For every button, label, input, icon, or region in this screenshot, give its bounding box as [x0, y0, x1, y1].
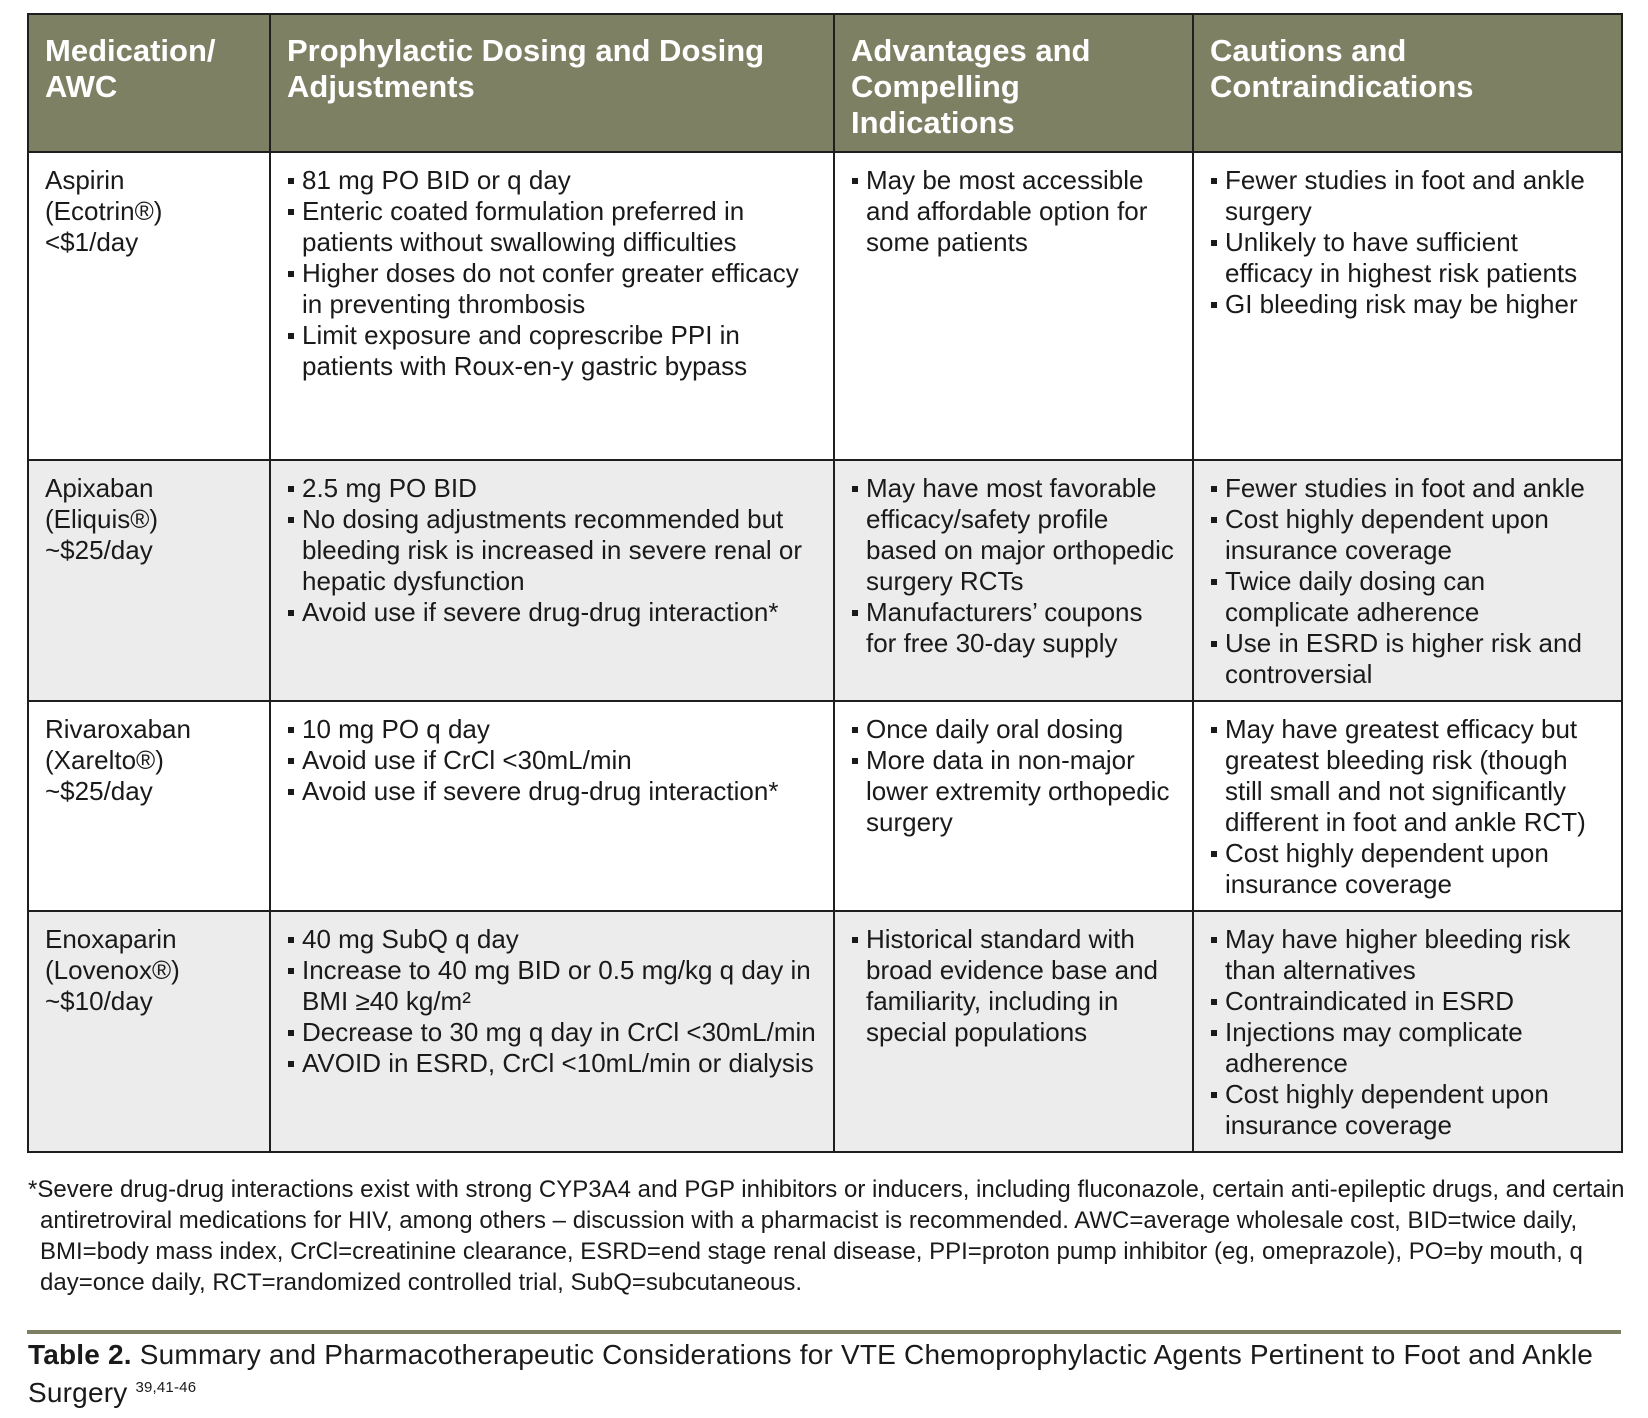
cautions-list: [1210, 714, 1605, 900]
list-item: Avoid use if severe drug-drug interaction*: [287, 776, 817, 807]
list-item: Limit exposure and coprescribe PPI in patients with Roux-en-y gastric bypass: [287, 320, 817, 382]
cautions-cell: [1193, 152, 1622, 460]
list-item: 10 mg PO q day: [287, 714, 817, 745]
medication-brand: (Eliquis®): [45, 504, 159, 534]
list-item: Manufacturers’ coupons for free 30-day supply: [851, 597, 1176, 659]
table-row: [28, 152, 1622, 460]
list-item: GI bleeding risk may be higher: [1210, 289, 1605, 320]
list-item: More data in non-major lower extremity orthopedic surgery: [851, 745, 1176, 838]
medication-cell: [28, 460, 270, 701]
table-footnote: *Severe drug-drug interactions exist with strong CYP3A4 and PGP inhibitors or inducers, including fluconazole, certain anti-epileptic drugs, and certain antiretroviral medications for HIV, among others – discussion with a pharmacist is recommended. AWC=average wholesale cost, BID=twice daily, BMI=body mass index, CrCl=creatinine clearance, ESRD=end stage renal disease, PPI=proton pump inhibitor (eg, omeprazole), PO=by mouth, q day=once daily, RCT=randomized controlled trial, SubQ=subcutaneous.: [28, 1176, 1625, 1296]
list-item: Avoid use if CrCl <30mL/min: [287, 745, 817, 776]
list-item: 2.5 mg PO BID: [287, 473, 817, 504]
table-row: [28, 701, 1622, 911]
medication-name: Rivaroxaban: [45, 714, 191, 744]
list-item: Fewer studies in foot and ankle surgery: [1210, 165, 1605, 227]
medication-cost: <$1/day: [45, 227, 139, 257]
advantages-list: [851, 165, 1176, 258]
list-item: Unlikely to have sufficient efficacy in highest risk patients: [1210, 227, 1605, 289]
table-header-row: [28, 14, 1622, 152]
medication-cell: [28, 701, 270, 911]
dosing-list: [287, 165, 817, 382]
advantages-cell: [834, 911, 1193, 1152]
list-item: No dosing adjustments recommended but bleeding risk is increased in severe renal or hepatic dysfunction: [287, 504, 817, 597]
dosing-list: [287, 714, 817, 807]
advantages-cell: [834, 460, 1193, 701]
list-item: May have higher bleeding risk than alternatives: [1210, 924, 1605, 986]
list-item: Once daily oral dosing: [851, 714, 1176, 745]
dosing-cell: [270, 152, 834, 460]
list-item: May have greatest efficacy but greatest bleeding risk (though still small and not significantly different in foot and ankle RCT): [1210, 714, 1605, 838]
list-item: 81 mg PO BID or q day: [287, 165, 817, 196]
table-caption: [28, 1338, 1628, 1409]
list-item: Enteric coated formulation preferred in patients without swallowing difficulties: [287, 196, 817, 258]
list-item: Avoid use if severe drug-drug interaction*: [287, 597, 817, 628]
list-item: Contraindicated in ESRD: [1210, 986, 1605, 1017]
caption-divider: [27, 1330, 1621, 1334]
dosing-cell: [270, 911, 834, 1152]
header-advantages: Advantages and Compelling Indications: [834, 14, 1193, 152]
list-item: 40 mg SubQ q day: [287, 924, 817, 955]
advantages-cell: [834, 701, 1193, 911]
advantages-list: [851, 714, 1176, 838]
advantages-list: [851, 924, 1176, 1048]
medication-cell: [28, 911, 270, 1152]
cautions-cell: [1193, 460, 1622, 701]
list-item: Increase to 40 mg BID or 0.5 mg/kg q day in BMI ≥40 kg/m²: [287, 955, 817, 1017]
caption-label: Table 2.: [28, 1339, 132, 1370]
medication-name: Aspirin: [45, 165, 125, 195]
list-item: Decrease to 30 mg q day in CrCl <30mL/min: [287, 1017, 817, 1048]
medication-brand: (Lovenox®): [45, 955, 180, 985]
list-item: AVOID in ESRD, CrCl <10mL/min or dialysis: [287, 1048, 817, 1079]
list-item: May be most accessible and affordable option for some patients: [851, 165, 1176, 258]
table-row: [28, 460, 1622, 701]
cautions-cell: [1193, 701, 1622, 911]
cautions-list: [1210, 924, 1605, 1141]
list-item: Cost highly dependent upon insurance coverage: [1210, 504, 1605, 566]
medication-name: Apixaban: [45, 473, 154, 503]
list-item: Cost highly dependent upon insurance coverage: [1210, 1079, 1605, 1141]
cautions-list: [1210, 473, 1605, 690]
medication-cost: ~$10/day: [45, 986, 153, 1016]
list-item: Historical standard with broad evidence base and familiarity, including in special populations: [851, 924, 1176, 1048]
medication-cost: ~$25/day: [45, 535, 153, 565]
medication-brand: (Ecotrin®): [45, 196, 163, 226]
list-item: May have most favorable efficacy/safety profile based on major orthopedic surgery RCTs: [851, 473, 1176, 597]
caption-refs: 39,41-46: [135, 1379, 197, 1396]
dosing-cell: [270, 460, 834, 701]
dosing-cell: [270, 701, 834, 911]
medication-name: Enoxaparin: [45, 924, 177, 954]
list-item: Injections may complicate adherence: [1210, 1017, 1605, 1079]
cautions-list: [1210, 165, 1605, 320]
list-item: Use in ESRD is higher risk and controversial: [1210, 628, 1605, 690]
advantages-list: [851, 473, 1176, 659]
medication-cell: [28, 152, 270, 460]
list-item: Higher doses do not confer greater efficacy in preventing thrombosis: [287, 258, 817, 320]
dosing-list: [287, 924, 817, 1079]
advantages-cell: [834, 152, 1193, 460]
header-dosing: Prophylactic Dosing and Dosing Adjustments: [270, 14, 834, 152]
table-row: [28, 911, 1622, 1152]
medication-cost: ~$25/day: [45, 776, 153, 806]
medication-brand: (Xarelto®): [45, 745, 164, 775]
header-medication: Medication/ AWC: [28, 14, 270, 152]
list-item: Fewer studies in foot and ankle: [1210, 473, 1605, 504]
header-cautions: Cautions and Contraindications: [1193, 14, 1622, 152]
vte-agents-table: [27, 13, 1623, 1153]
cautions-cell: [1193, 911, 1622, 1152]
list-item: Twice daily dosing can complicate adherence: [1210, 566, 1605, 628]
list-item: Cost highly dependent upon insurance coverage: [1210, 838, 1605, 900]
caption-text: Summary and Pharmacotherapeutic Considerations for VTE Chemoprophylactic Agents Pertinent to Foot and Ankle Surgery: [28, 1339, 1594, 1408]
dosing-list: [287, 473, 817, 628]
